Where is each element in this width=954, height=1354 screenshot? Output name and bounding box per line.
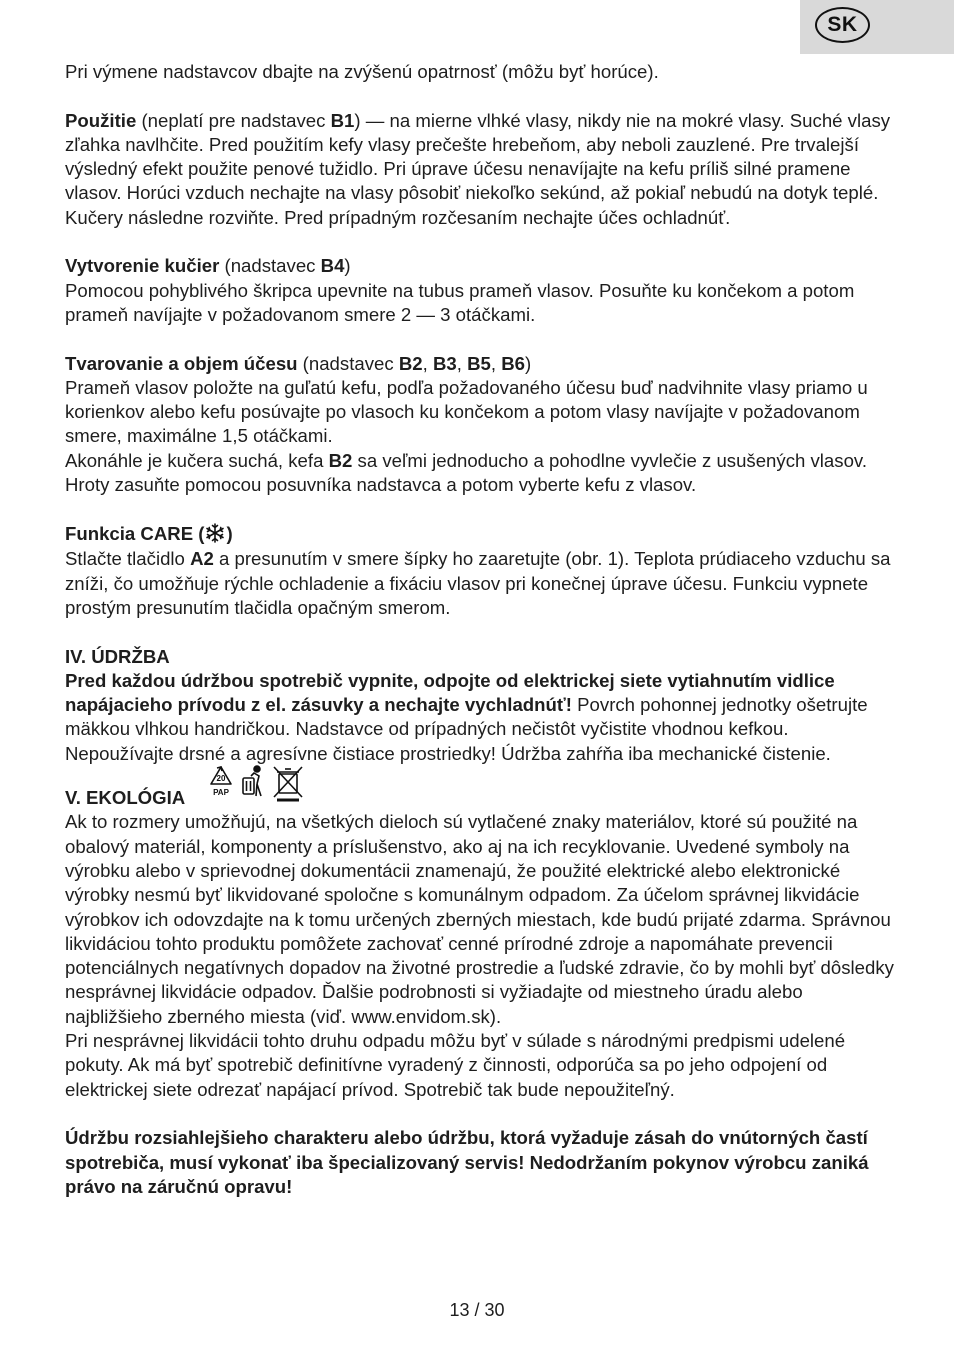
kucery-heading: Vytvorenie kučier: [65, 255, 220, 277]
svg-text:PAP: PAP: [213, 788, 230, 798]
udrzba-warning: Pred každou údržbou spotrebič vypnite, odpojte od elektrickej siete vytiahnutím vidlice napájacieho prívodu z el. zásuvky a nechajte vychladnúť!: [65, 669, 835, 716]
kucery-paragraph: Pomocou pohyblivého škripca upevnite na tubus prameň vlasov. Posuňte ku končekom a potom prameň navíjajte v požadovanom smere 2 — 3 otáčkami.: [65, 279, 855, 325]
udrzba-paragraph: Pred každou údržbou spotrebič vypnite, odpojte od elektrickej siete vytiahnutím vidlice napájacieho prívodu z el. zásuvky a nechajte vychladnúť! Povrch pohonnej jednotky ošetrujte mäkkou vlhkou handričkou. Nadstavce od prípadných nečistôt vyčistite vhodnou kefkou. Nepoužívajte drsné a agresívne čistiace prostriedky! Údržba zahŕňa iba mechanické čistenie.: [65, 669, 868, 764]
pouzitie-heading: Použitie: [65, 109, 137, 131]
ekologia-icons: [207, 764, 323, 808]
snowflake-icon: [204, 522, 226, 547]
tvarovanie-paragraph-1: Prameň vlasov položte na guľatú kefu, podľa požadovaného účesu buď nadvihnite vlasy priamo u korienkov alebo kefu posúvajte po vlasoch ku končekom a potom vlasy navíjajte v požadovanom smere, maximálne 1,5 otáčkami.: [65, 376, 868, 447]
care-heading-line: Funkcia CARE ( ): [65, 522, 895, 548]
svg-text:20: 20: [216, 774, 226, 784]
intro-paragraph: Pri výmene nadstavcov dbajte na zvýšenú opatrnosť (môžu byť horúce).: [65, 61, 659, 82]
kucery-heading-line: Vytvorenie kučier (nadstavec B4): [65, 255, 351, 277]
recycle-pap-icon: [211, 767, 231, 797]
udrzba-heading: IV. ÚDRŽBA: [65, 645, 170, 667]
servis-notice: Údržbu rozsiahlejšieho charakteru alebo údržbu, ktorá vyžaduje zásah do vnútorných častí spotrebiča, musí vykonať iba špecializovaný servis! Nedodržaním pokynov výrobcu zaniká právo na záručnú opravu!: [65, 1127, 869, 1197]
language-badge: SK: [815, 7, 870, 43]
ekologia-heading-line: [65, 766, 895, 810]
pouzitie-paragraph: Použitie (neplatí pre nadstavec B1) — na mierne vlhké vlasy, nikdy nie na mokré vlasy. Suché vlasy zľahka navlhčite. Pred použitím kefy vlasy prečešte hrebeňom, aby neboli zauzlené. Pre trvalejší výsledný efekt použite penové tužidlo. Pri úprave účesu nenavíjajte na kefu príliš silné pramene vlasov. Horúci vzduch nechajte na vlasy pôsobiť niekoľko sekúnd, až pokiaľ nebudú na dotyk teplé. Kučery následne rozviňte. Pred prípadným rozčesaním nechajte účes ochladnúť.: [65, 109, 891, 228]
tvarovanie-paragraph-2: Akonáhle je kučera suchá, kefa B2 sa veľmi jednoducho a pohodlne vyvlečie z usušených vlasov. Hroty zasuňte pomocou posuvníka nadstavca a potom vyberte kefu z vlasov.: [65, 449, 867, 496]
recycle-bin-icon: [243, 766, 261, 796]
page-number: 13 / 30: [449, 1300, 505, 1320]
ekologia-paragraph-1: Ak to rozmery umožňujú, na všetkých dieloch sú vytlačené znaky materiálov, ktoré sú použité na obalový materiál, komponenty a príslušenstvo, ako aj na ich recyklovanie. Uvedené symboly na výrobku alebo v sprievodnej dokumentácii znamenajú, že použité elektrické alebo elektronické výrobky nesmú byť likvidované spoločne s komunálnym odpadom. Za účelom správnej likvidácie výrobkov ich odovzdajte na k tomu určených zberných miestach, kde budú prijaté zdarma. Správnou likvidáciou tohto produktu pomôžete zachovať cenné prírodné zdroje a napomáhate prevencii potenciálnych negatívnych dopadov na životné prostredie a ľudské zdravie, čo by mohli byť dôsledky nesprávnej likvidácie odpadov. Ďalšie podrobnosti si vyžiadajte od miestneho úradu alebo najbližšieho zberného miesta (viď. www.envidom.sk).: [65, 811, 894, 1027]
care-heading: Funkcia CARE (: [65, 522, 205, 544]
page-content: [65, 60, 895, 1199]
care-paragraph: Stlačte tlačidlo A2 a presunutím v smere šípky ho zaaretujte (obr. 1). Teplota prúdiaceho vzduchu sa zníži, čo umožňuje rýchle ochladenie a fixáciu vlasov pri konečnej úprave účesu. Funkciu vypnete prostým presunutím tlačidla opačným smerom.: [65, 548, 891, 618]
ekologia-heading: V. EKOLÓGIA: [65, 787, 186, 809]
ekologia-paragraph-2: Pri nesprávnej likvidácii tohto druhu odpadu môžu byť v súlade s národnými predpismi udelené pokuty. Ak má byť spotrebič definitívne vyradený z činnosti, odporúča sa po jeho odpojení od elektrickej siete odrezať napájací prívod. Spotrebič tak bude nepoužiteľný.: [65, 1030, 846, 1100]
tvarovanie-heading-line: Tvarovanie a objem účesu (nadstavec B2, B3, B5, B6): [65, 352, 532, 374]
crossed-bin-icon: [274, 767, 302, 800]
tvarovanie-heading: Tvarovanie a objem účesu: [65, 352, 298, 374]
